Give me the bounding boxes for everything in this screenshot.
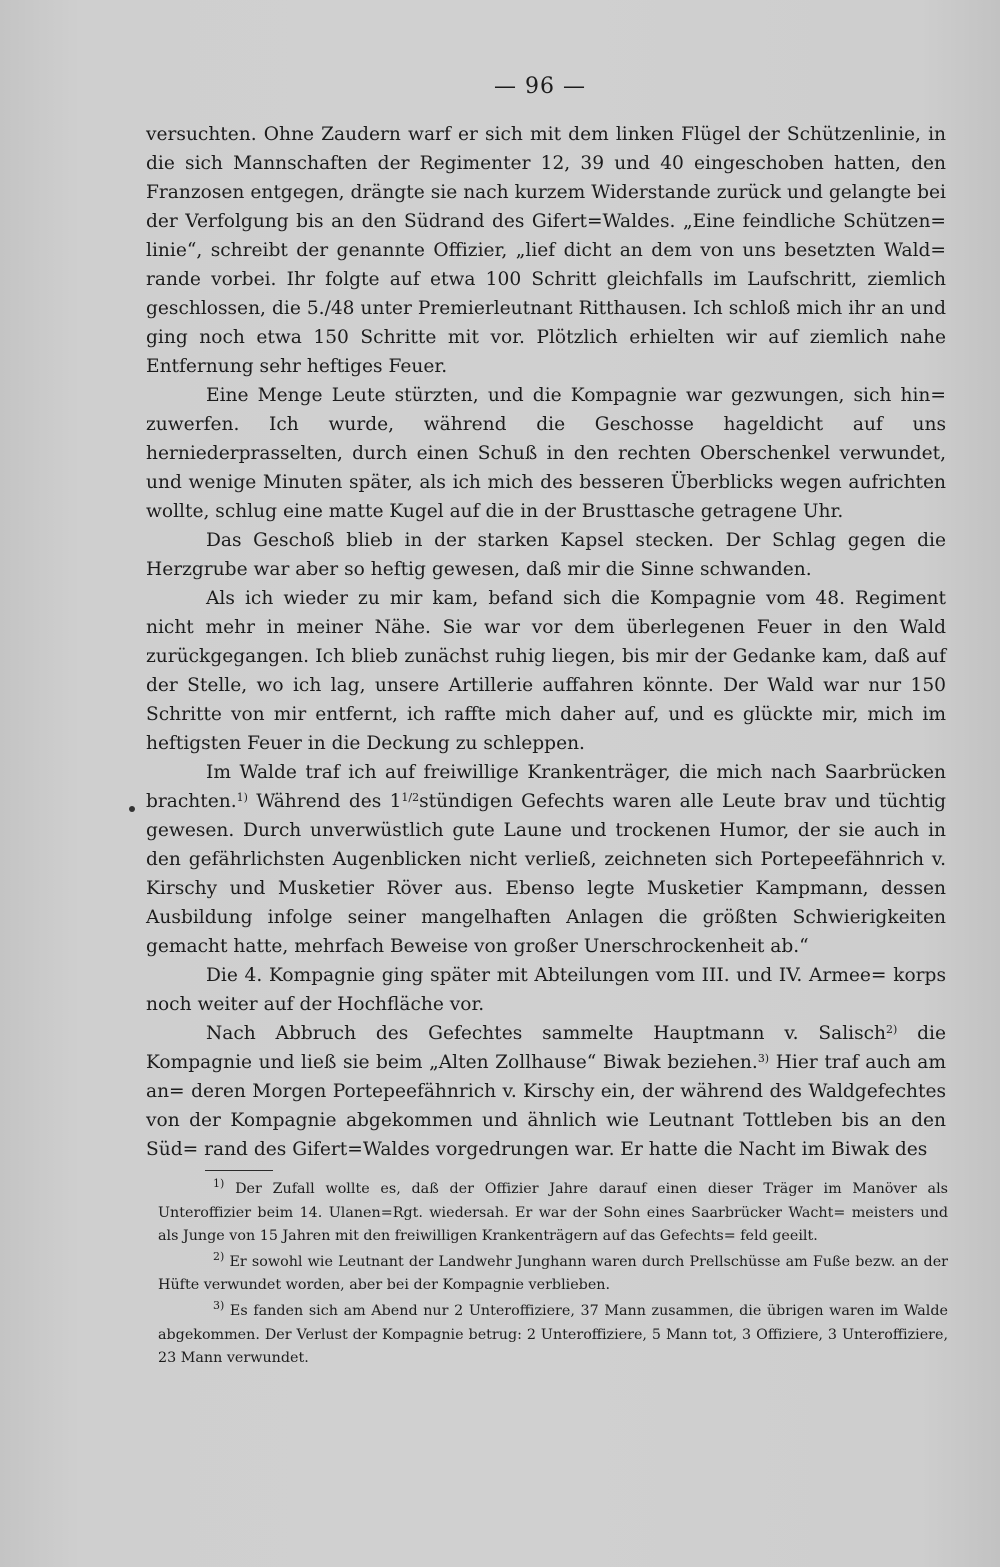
paragraph-2: Eine Menge Leute stürzten, und die Kompagnie war gezwungen, sich hin= zuwerfen. Ich wurde, während die Geschosse hageldicht auf uns herniederprasselten, durch einen Schuß in den rechten Oberschenkel verwundet, und wenige Minuten später, als ich mich des besseren Überblicks wegen aufrichten wollte, schlug eine matte Kugel auf die in der Brusttasche getragene Uhr.	[146, 385, 946, 522]
fraction-one-half: 1/2	[401, 791, 420, 804]
footnote-2	[158, 1251, 948, 1298]
footnote-text-2: Er sowohl wie Leutnant der Landwehr Junghann waren durch Prellschüsse am Fuße bezw. an der Hüfte verwundet worden, aber bei der Kompagnie verblieben.	[158, 1253, 948, 1294]
paragraph-5-part-c: stündigen Gefechts waren alle Leute brav und tüchtig gewesen. Durch unverwüstlich gute Laune und trockenen Humor, der sie auch in den gefährlichsten Augenblicken nicht verließ, zeichneten sich Portepeefähnrich v. Kirschy und Musketier Röver aus. Ebenso legte Musketier Kampmann, dessen Ausbildung infolge seiner mangelhaften Anlagen die größten Schwierigkeiten gemacht hatte, mehrfach Beweise von großer Unerschrockenheit ab.“	[146, 791, 946, 957]
footnote-text-1: Der Zufall wollte es, daß der Offizier Jahre darauf einen dieser Träger im Manöver als Unteroffizier beim 14. Ulanen=Rgt. wiedersah. Er war der Sohn eines Saarbrücker Wacht= meisters und als Junge von 15 Jahren mit den freiwilligen Krankenträgern auf das Gefechts= feld geeilt.	[158, 1181, 948, 1245]
paragraph-1: versuchten. Ohne Zaudern warf er sich mit dem linken Flügel der Schützenlinie, in die sich Mannschaften der Regimenter 12, 39 und 40 eingeschoben hatten, den Franzosen entgegen, drängte sie nach kurzem Widerstande zurück und gelangte bei der Verfolgung bis an den Südrand des Gifert=Waldes. „Eine feindliche Schützen= linie“, schreibt der genannte Offizier, „lief dicht an dem von uns besetzten Wald= rande vorbei. Ihr folgte auf etwa 100 Schritt gleichfalls im Laufschritt, ziemlich geschlossen, die 5./48 unter Premierleutnant Ritthausen. Ich schloß mich ihr an und ging noch etwa 150 Schritte mit vor. Plötzlich erhielten wir auf ziemlich nahe Entfernung sehr heftiges Feuer.	[146, 124, 946, 377]
footnote-mark-2: 2)	[213, 1249, 225, 1263]
footnote-1	[158, 1178, 948, 1249]
page-number: — 96 —	[494, 74, 586, 99]
paragraph-7-part-c: Hier traf auch am an= deren Morgen Portepeefähnrich v. Kirschy ein, der während des Waldgefechtes von der Kompagnie abgekommen und ähnlich wie Leutnant Tottleben bis an den Süd= rand des Gifert=Waldes vorgedrungen war. Er hatte die Nacht im Biwak des	[146, 1052, 946, 1160]
paragraph-5-part-b: Während des 1	[247, 791, 402, 812]
paragraph-4: Als ich wieder zu mir kam, befand sich die Kompagnie vom 48. Regiment nicht mehr in meiner Nähe. Sie war vor dem überlegenen Feuer in den Wald zurückgegangen. Ich blieb zunächst ruhig liegen, bis mir der Gedanke kam, daß auf der Stelle, wo ich lag, unsere Artillerie auffahren könnte. Der Wald war nur 150 Schritte von mir entfernt, ich raffte mich daher auf, und es glückte mir, mich im heftigsten Feuer in die Deckung zu schleppen.	[146, 588, 946, 754]
footnote-ref-3: 3)	[757, 1052, 770, 1065]
footnote-divider	[205, 1170, 273, 1171]
footnotes	[158, 1178, 948, 1373]
footnote-ref-1: 1)	[236, 791, 248, 804]
paragraph-5	[146, 758, 946, 961]
paragraph-3: Das Geschoß blieb in der starken Kapsel stecken. Der Schlag gegen die Herzgrube war aber so heftig gewesen, daß mir die Sinne schwanden.	[146, 530, 946, 580]
footnote-3	[158, 1300, 948, 1371]
footnote-mark-3: 3)	[213, 1298, 225, 1312]
paragraph-5-part-a: Im Walde traf ich auf freiwillige Krankenträger, die mich nach Saarbrücken brachten.	[146, 762, 946, 812]
main-text	[146, 120, 946, 1164]
footnote-mark-1: 1)	[213, 1177, 225, 1190]
paragraph-7-part-b: die Kompagnie und ließ sie beim „Alten Zollhause“ Biwak beziehen.	[146, 1023, 946, 1073]
paragraph-6: Die 4. Kompagnie ging später mit Abteilungen vom III. und IV. Armee= korps noch weiter auf der Hochfläche vor.	[146, 965, 946, 1015]
footnote-text-3: Es fanden sich am Abend nur 2 Unteroffiziere, 37 Mann zusammen, die übrigen waren im Walde abgekommen. Der Verlust der Kompagnie betrug: 2 Unteroffiziere, 5 Mann tot, 3 Offiziere, 3 Unteroffiziere, 23 Mann verwundet.	[158, 1302, 948, 1367]
margin-dot	[129, 806, 135, 812]
paragraph-7-part-a: Nach Abbruch des Gefechtes sammelte Hauptmann v. Salisch	[206, 1023, 887, 1044]
footnote-ref-2: 2)	[886, 1023, 898, 1036]
paragraph-7	[146, 1019, 946, 1164]
